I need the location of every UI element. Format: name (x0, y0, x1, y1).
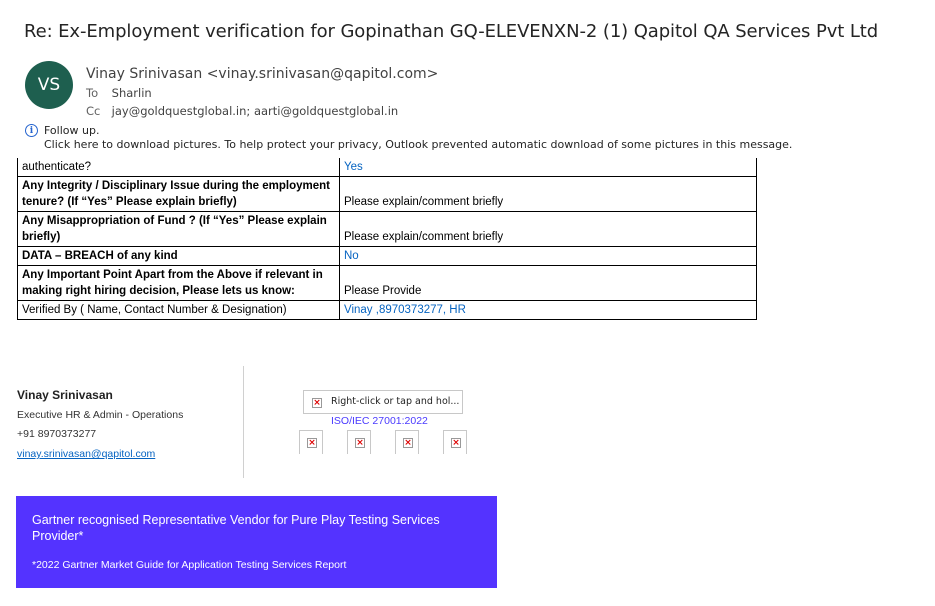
answer-cell: Yes (340, 158, 757, 177)
signature-divider (243, 366, 244, 478)
broken-image-icon: × (308, 438, 316, 448)
verification-table (17, 158, 757, 320)
table-row (18, 158, 757, 177)
question-cell: Any Misappropriation of Fund ? (If “Yes” Please explain briefly) (18, 212, 340, 247)
question-cell: Any Important Point Apart from the Above if relevant in making right hiring decision, Please lets us know: (18, 266, 340, 301)
table-row (18, 266, 757, 301)
blocked-image-placeholder[interactable] (303, 390, 463, 414)
table-row (18, 212, 757, 247)
broken-image-icon: × (404, 438, 412, 448)
banner-footnote: *2022 Gartner Market Guide for Application Testing Services Report (32, 559, 347, 571)
iso-certification: ISO/IEC 27001:2022 (331, 415, 428, 427)
blocked-image-label: Right-click or tap and hol... (331, 396, 460, 407)
broken-image-icon: × (356, 438, 364, 448)
sender-avatar[interactable]: VS (25, 61, 73, 109)
table-row (18, 301, 757, 320)
answer-cell: Vinay ,8970373277, HR (340, 301, 757, 320)
blocked-image-small[interactable] (299, 430, 323, 454)
gartner-banner (16, 496, 497, 588)
answer-cell: Please Provide (340, 266, 757, 301)
broken-image-icon: × (452, 438, 460, 448)
signature-name: Vinay Srinivasan (17, 388, 113, 402)
table-row (18, 247, 757, 266)
answer-cell: Please explain/comment briefly (340, 177, 757, 212)
info-icon: i (25, 124, 38, 137)
question-cell: authenticate? (18, 158, 340, 177)
signature-title: Executive HR & Admin - Operations (17, 409, 184, 421)
question-cell: Any Integrity / Disciplinary Issue during the employment tenure? (If “Yes” Please explain briefly) (18, 177, 340, 212)
email-subject: Re: Ex-Employment verification for Gopinathan GQ-ELEVENXN-2 (1) Qapitol QA Services Pvt Ltd (24, 21, 879, 42)
signature-email-link[interactable]: vinay.srinivasan@qapitol.com (17, 448, 156, 460)
question-cell: DATA – BREACH of any kind (18, 247, 340, 266)
signature-phone: +91 8970373277 (17, 428, 97, 440)
cc-label: Cc (86, 104, 101, 118)
cc-row (86, 104, 398, 118)
banner-headline: Gartner recognised Representative Vendor for Pure Play Testing Services Provider* (32, 513, 440, 543)
blocked-image-small[interactable] (395, 430, 419, 454)
table-row (18, 177, 757, 212)
blocked-image-small[interactable] (443, 430, 467, 454)
to-label: To (86, 86, 99, 100)
download-pictures-notice[interactable]: Click here to download pictures. To help protect your privacy, Outlook prevented automatic download of some pictures in this message. (44, 138, 793, 151)
sender-name[interactable]: Vinay Srinivasan <vinay.srinivasan@qapitol.com> (86, 66, 439, 82)
cc-recipients[interactable]: jay@goldquestglobal.in; aarti@goldquestglobal.in (111, 104, 399, 118)
answer-cell: Please explain/comment briefly (340, 212, 757, 247)
blocked-image-small[interactable] (347, 430, 371, 454)
answer-cell: No (340, 247, 757, 266)
to-row (86, 86, 152, 100)
followup-flag[interactable]: Follow up. (44, 124, 100, 137)
to-recipient[interactable]: Sharlin (111, 86, 152, 100)
question-cell: Verified By ( Name, Contact Number & Designation) (18, 301, 340, 320)
broken-image-icon: × (313, 398, 321, 408)
